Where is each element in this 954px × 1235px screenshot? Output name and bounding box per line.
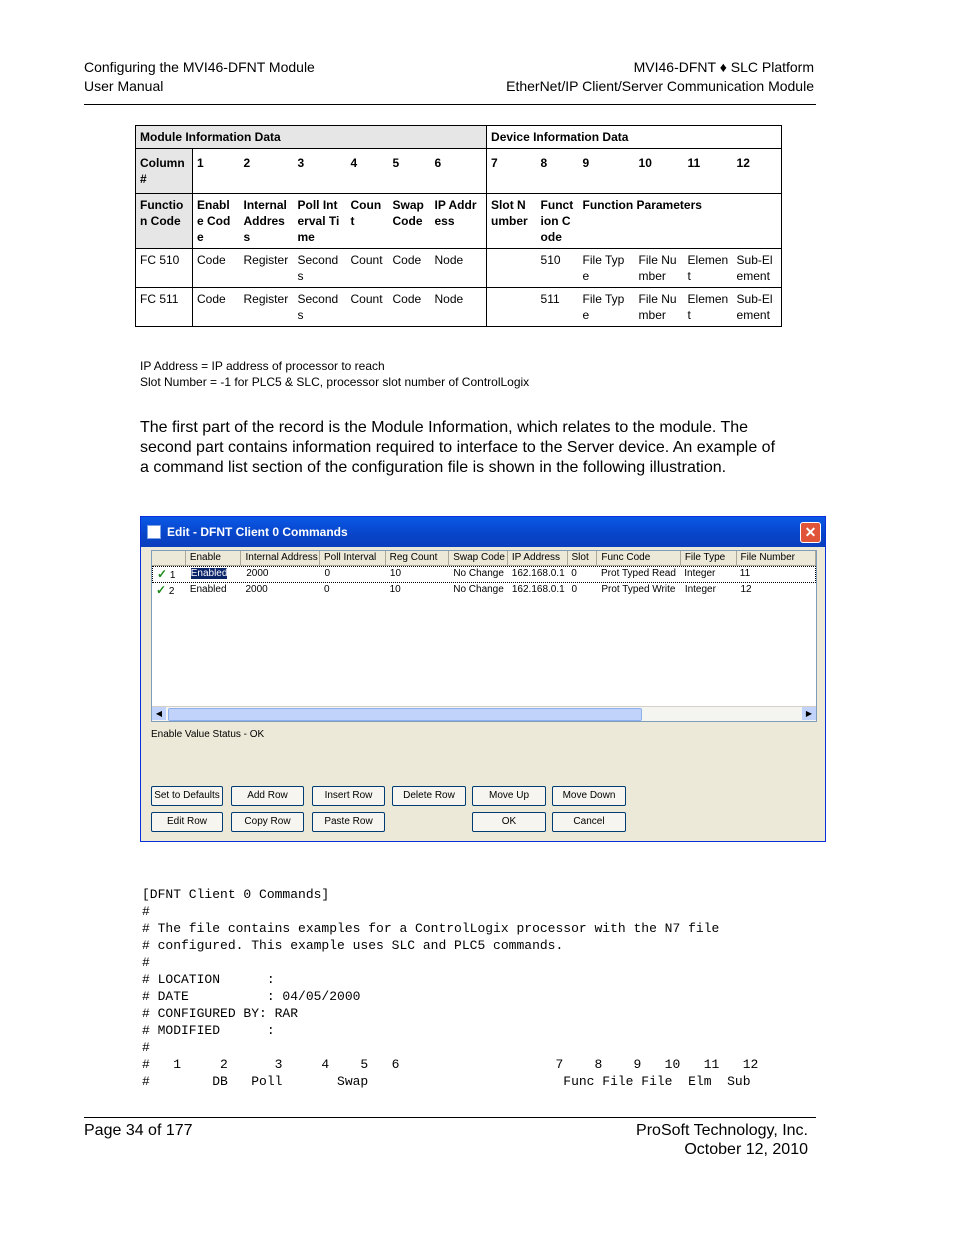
function-header: Poll Interval Time [294, 194, 347, 249]
function-header: Enable Code [193, 194, 240, 249]
grid-col-header[interactable]: Swap Code [449, 551, 508, 565]
grid-cell[interactable]: 162.168.0.1 [511, 568, 565, 579]
dialog-title: Edit - DFNT Client 0 Commands [167, 525, 348, 539]
scroll-right-icon[interactable]: ▶ [802, 707, 816, 720]
module-info-heading: Module Information Data [136, 126, 487, 149]
cell: Sub-Element [733, 288, 782, 327]
col-num: 4 [347, 149, 389, 194]
row-number-cell [152, 583, 186, 598]
grid-col-header[interactable]: Func Code [597, 551, 680, 565]
function-header: Slot Number [487, 194, 537, 249]
grid-cell[interactable]: 10 [389, 584, 401, 595]
row-code: FC 510 [136, 249, 193, 288]
grid-col-header[interactable]: Slot [568, 551, 598, 565]
scroll-left-icon[interactable]: ◀ [152, 707, 166, 720]
function-header: Swap Code [389, 194, 431, 249]
edit-commands-dialog [140, 516, 826, 842]
function-header: Internal Address [240, 194, 294, 249]
grid-cell[interactable]: 10 [389, 568, 402, 579]
copy-row-button[interactable]: Copy Row [231, 812, 304, 832]
col-num: 9 [579, 149, 635, 194]
function-header: IP Address [431, 194, 487, 249]
cancel-button[interactable]: Cancel [552, 812, 626, 832]
grid-cell[interactable]: Prot Typed Read [601, 568, 676, 579]
cell: Code [193, 288, 240, 327]
cell: Register [240, 249, 294, 288]
col-num: 8 [537, 149, 579, 194]
header-rule [84, 104, 816, 105]
checkmark-icon: ✓ [156, 583, 167, 597]
col-num: 3 [294, 149, 347, 194]
info-table [135, 125, 782, 327]
cell: File Type [579, 249, 635, 288]
grid-header [152, 551, 816, 566]
grid-cell[interactable]: Prot Typed Write [601, 584, 676, 595]
row-code: FC 511 [136, 288, 193, 327]
function-header: Function Code [537, 194, 579, 249]
product-title: MVI46-DFNT ♦ SLC Platform [633, 59, 814, 75]
enable-value: Enabled [190, 568, 228, 579]
function-label: Function Code [136, 194, 193, 249]
status-text: Enable Value Status - OK [151, 729, 265, 740]
doc-title: Configuring the MVI46-DFNT Module [84, 59, 315, 75]
close-icon[interactable]: ✕ [800, 522, 821, 543]
config-code-block: [DFNT Client 0 Commands] # # The file contains examples for a ControlLogix processor with the N7 file # configured. This example uses SLC and PLC5 commands. # # LOCATION : # DATE : 04/05/2000 # CONFIGURED BY: RAR # MODIFIED : # # 1 2 3 4 5 6 7 8 9 10 11 12 # DB Poll Swap Func File File Elm Sub [142, 887, 759, 1089]
grid-cell[interactable]: Integer [684, 568, 716, 579]
grid-col-header[interactable] [152, 551, 186, 565]
grid-row[interactable] [152, 566, 816, 583]
cell: Seconds [294, 249, 347, 288]
grid-cell[interactable]: 2000 [246, 568, 269, 579]
column-label: Column # [136, 149, 193, 194]
insert-row-button[interactable]: Insert Row [312, 786, 385, 806]
col-num: 10 [635, 149, 684, 194]
cell: File Number [635, 249, 684, 288]
function-header: Count [347, 194, 389, 249]
grid-col-header[interactable]: Poll Interval [320, 551, 386, 565]
move-down-button[interactable]: Move Down [552, 786, 626, 806]
window-icon [147, 525, 161, 539]
grid-cell[interactable]: 0 [324, 568, 331, 579]
grid-cell[interactable]: No Change [453, 568, 504, 579]
cell: Code [389, 249, 431, 288]
cell [487, 288, 537, 327]
col-num: 1 [193, 149, 240, 194]
cell: Node [431, 249, 487, 288]
grid-cell[interactable]: 0 [571, 568, 577, 579]
grid-col-header[interactable]: Reg Count [386, 551, 450, 565]
header-right [506, 58, 814, 96]
row-number: 1 [169, 570, 176, 581]
grid-row[interactable] [152, 583, 816, 598]
col-num: 12 [733, 149, 782, 194]
grid-col-header[interactable]: Enable [186, 551, 242, 565]
cell: Node [431, 288, 487, 327]
add-row-button[interactable]: Add Row [231, 786, 304, 806]
cell: Code [389, 288, 431, 327]
footer-rule [84, 1117, 816, 1118]
cell [487, 249, 537, 288]
horizontal-scrollbar[interactable] [152, 706, 816, 721]
grid-cell[interactable] [187, 567, 243, 582]
footer-right [636, 1121, 808, 1159]
cell: File Type [579, 288, 635, 327]
cell: Element [684, 288, 733, 327]
grid-cell[interactable]: Integer [684, 584, 716, 595]
device-info-heading: Device Information Data [487, 126, 782, 149]
grid-cell[interactable]: Enabled [189, 584, 227, 595]
table-row [136, 249, 782, 288]
cell: 511 [537, 288, 579, 327]
row-number: 2 [168, 586, 175, 597]
cell: Register [240, 288, 294, 327]
grid-col-header[interactable]: IP Address [508, 551, 568, 565]
table-row [136, 288, 782, 327]
cell: Count [347, 288, 389, 327]
cell: Count [347, 249, 389, 288]
edit-row-button[interactable]: Edit Row [151, 812, 223, 832]
function-header: Function Parameters [579, 194, 782, 249]
checkmark-icon: ✓ [157, 567, 168, 581]
body-paragraph: The first part of the record is the Module Information, which relates to the module. The second part contains information required to interface to the Server device. An example of a command list section of the configuration file is shown in the following illustration. [140, 419, 776, 476]
page-number: Page 34 of 177 [84, 1122, 193, 1139]
set-defaults-button[interactable]: Set to Defaults [151, 786, 223, 806]
grid-col-header[interactable]: File Type [681, 551, 737, 565]
row-number-cell [153, 567, 187, 582]
delete-row-button[interactable]: Delete Row [392, 786, 466, 806]
grid-cell[interactable]: 12 [740, 584, 752, 595]
note-slot: Slot Number = -1 for PLC5 & SLC, processor slot number of ControlLogix [140, 375, 530, 389]
cell: Element [684, 249, 733, 288]
cell: Seconds [294, 288, 347, 327]
grid-cell[interactable]: 11 [739, 568, 751, 579]
footer-date: October 12, 2010 [684, 1141, 808, 1158]
company-name: ProSoft Technology, Inc. [636, 1122, 808, 1139]
table-notes [140, 358, 529, 390]
grid-cell[interactable]: 0 [571, 584, 578, 595]
grid-col-header[interactable]: Internal Address [241, 551, 320, 565]
cell: Sub-Element [733, 249, 782, 288]
commands-grid[interactable] [151, 550, 817, 722]
grid-cell[interactable]: 0 [324, 584, 330, 595]
cell: File Number [635, 288, 684, 327]
grid-cell[interactable]: 162.168.0.1 [511, 584, 565, 595]
paste-row-button[interactable]: Paste Row [312, 812, 385, 832]
col-num: 11 [684, 149, 733, 194]
ok-button[interactable]: OK [472, 812, 546, 832]
cell: 510 [537, 249, 579, 288]
product-subtitle: EtherNet/IP Client/Server Communication Module [506, 78, 814, 94]
grid-col-header[interactable]: File Number [737, 551, 817, 565]
scroll-thumb[interactable] [168, 708, 642, 721]
dialog-titlebar[interactable] [141, 517, 825, 547]
grid-cell[interactable]: No Change [453, 584, 504, 595]
header-left [84, 58, 315, 96]
col-num: 5 [389, 149, 431, 194]
col-num: 6 [431, 149, 487, 194]
grid-cell[interactable]: 2000 [245, 584, 268, 595]
col-num: 2 [240, 149, 294, 194]
cell: Code [193, 249, 240, 288]
col-num: 7 [487, 149, 537, 194]
note-ip: IP Address = IP address of processor to reach [140, 359, 385, 373]
doc-subtitle: User Manual [84, 78, 164, 94]
move-up-button[interactable]: Move Up [472, 786, 546, 806]
